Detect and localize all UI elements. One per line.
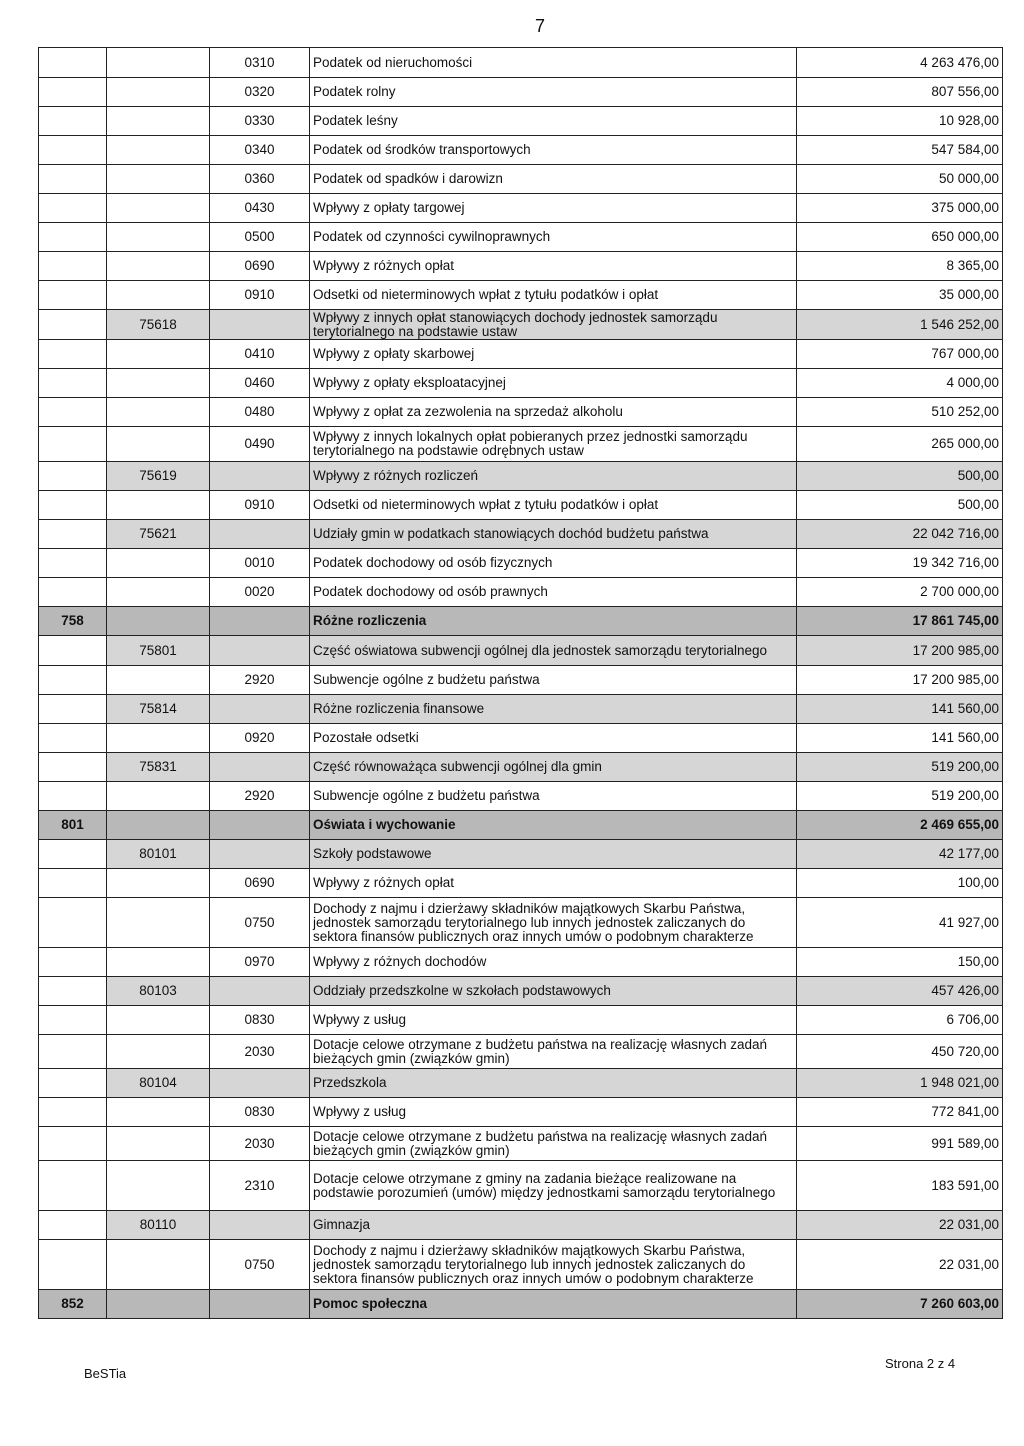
paragraph-code-cell: 0310 [210, 48, 310, 78]
section-code-cell [39, 578, 107, 607]
item-name-cell: Wpływy z opłat za zezwolenia na sprzedaż alkoholu [310, 398, 797, 427]
amount-cell: 772 841,00 [797, 1098, 1003, 1127]
amount-cell: 500,00 [797, 491, 1003, 520]
chapter-code-cell: 75831 [107, 753, 210, 782]
amount-cell: 7 260 603,00 [797, 1290, 1003, 1319]
amount-cell: 141 560,00 [797, 724, 1003, 753]
amount-cell: 510 252,00 [797, 398, 1003, 427]
section-code-cell [39, 281, 107, 310]
paragraph-row [39, 281, 1003, 310]
paragraph-row [39, 549, 1003, 578]
amount-cell: 141 560,00 [797, 695, 1003, 724]
section-code-cell [39, 695, 107, 724]
chapter-code-cell [107, 782, 210, 811]
paragraph-code-cell [210, 753, 310, 782]
section-code-cell [39, 1127, 107, 1161]
item-name-cell: Subwencje ogólne z budżetu państwa [310, 782, 797, 811]
chapter-code-cell [107, 607, 210, 636]
chapter-code-cell [107, 811, 210, 840]
amount-cell: 767 000,00 [797, 340, 1003, 369]
chapter-code-cell: 75814 [107, 695, 210, 724]
section-code-cell [39, 194, 107, 223]
paragraph-code-cell: 2030 [210, 1035, 310, 1069]
amount-cell: 6 706,00 [797, 1006, 1003, 1035]
section-code-cell [39, 520, 107, 549]
paragraph-code-cell: 0910 [210, 281, 310, 310]
chapter-code-cell [107, 948, 210, 977]
chapter-row [39, 462, 1003, 491]
item-name-cell: Oddziały przedszkolne w szkołach podstawowych [310, 977, 797, 1006]
amount-cell: 650 000,00 [797, 223, 1003, 252]
chapter-code-cell [107, 1035, 210, 1069]
chapter-code-cell [107, 165, 210, 194]
chapter-code-cell [107, 549, 210, 578]
amount-cell: 17 200 985,00 [797, 666, 1003, 695]
paragraph-row [39, 724, 1003, 753]
paragraph-row [39, 165, 1003, 194]
chapter-code-cell [107, 1290, 210, 1319]
item-name-cell: Podatek rolny [310, 78, 797, 107]
section-code-cell [39, 1211, 107, 1240]
item-name-cell: Wpływy z usług [310, 1098, 797, 1127]
chapter-code-cell: 80110 [107, 1211, 210, 1240]
chapter-code-cell [107, 398, 210, 427]
amount-cell: 17 861 745,00 [797, 607, 1003, 636]
section-code-cell [39, 427, 107, 462]
paragraph-row [39, 1098, 1003, 1127]
paragraph-row [39, 869, 1003, 898]
paragraph-code-cell: 0830 [210, 1098, 310, 1127]
chapter-code-cell [107, 491, 210, 520]
section-code-cell [39, 340, 107, 369]
paragraph-code-cell: 0970 [210, 948, 310, 977]
paragraph-code-cell: 2030 [210, 1127, 310, 1161]
item-name-cell: Wpływy z różnych dochodów [310, 948, 797, 977]
section-code-cell [39, 462, 107, 491]
section-code-cell [39, 1035, 107, 1069]
section-code-cell [39, 1069, 107, 1098]
paragraph-code-cell: 2920 [210, 666, 310, 695]
item-name-cell: Dotacje celowe otrzymane z budżetu państwa na realizację własnych zadań bieżących gmin (związków gmin) [310, 1035, 797, 1069]
item-name-cell: Wpływy z opłaty eksploatacyjnej [310, 369, 797, 398]
paragraph-code-cell: 0480 [210, 398, 310, 427]
item-name-cell: Dochody z najmu i dzierżawy składników majątkowych Skarbu Państwa, jednostek samorządu terytorialnego lub innych jednostek zaliczanych do sektora finansów publicznych oraz innych umów o podobnym charakterze [310, 898, 797, 948]
chapter-code-cell: 80101 [107, 840, 210, 869]
amount-cell: 1 948 021,00 [797, 1069, 1003, 1098]
chapter-code-cell [107, 340, 210, 369]
amount-cell: 150,00 [797, 948, 1003, 977]
chapter-code-cell [107, 1240, 210, 1290]
section-code-cell [39, 549, 107, 578]
amount-cell: 4 263 476,00 [797, 48, 1003, 78]
paragraph-code-cell [210, 1211, 310, 1240]
section-code-cell: 758 [39, 607, 107, 636]
amount-cell: 457 426,00 [797, 977, 1003, 1006]
section-code-cell [39, 666, 107, 695]
item-name-cell: Dotacje celowe otrzymane z gminy na zadania bieżące realizowane na podstawie porozumień (umów) między jednostkami samorządu terytorialnego [310, 1161, 797, 1211]
section-code-cell [39, 977, 107, 1006]
item-name-cell: Wpływy z innych opłat stanowiących dochody jednostek samorządu terytorialnego na podstawie ustaw [310, 310, 797, 340]
chapter-code-cell: 75621 [107, 520, 210, 549]
paragraph-code-cell [210, 520, 310, 549]
chapter-row [39, 310, 1003, 340]
amount-cell: 4 000,00 [797, 369, 1003, 398]
paragraph-row [39, 398, 1003, 427]
chapter-code-cell [107, 281, 210, 310]
chapter-code-cell [107, 1161, 210, 1211]
item-name-cell: Wpływy z opłaty targowej [310, 194, 797, 223]
paragraph-code-cell: 2310 [210, 1161, 310, 1211]
item-name-cell: Dotacje celowe otrzymane z budżetu państwa na realizację własnych zadań bieżących gmin (związków gmin) [310, 1127, 797, 1161]
item-name-cell: Odsetki od nieterminowych wpłat z tytułu podatków i opłat [310, 281, 797, 310]
paragraph-code-cell: 0750 [210, 1240, 310, 1290]
paragraph-code-cell [210, 636, 310, 666]
section-code-cell [39, 369, 107, 398]
section-code-cell [39, 136, 107, 165]
amount-cell: 42 177,00 [797, 840, 1003, 869]
amount-cell: 22 031,00 [797, 1211, 1003, 1240]
section-code-cell [39, 1006, 107, 1035]
paragraph-code-cell: 0750 [210, 898, 310, 948]
amount-cell: 41 927,00 [797, 898, 1003, 948]
paragraph-code-cell: 0490 [210, 427, 310, 462]
item-name-cell: Pomoc społeczna [310, 1290, 797, 1319]
paragraph-code-cell: 0320 [210, 78, 310, 107]
section-code-cell [39, 165, 107, 194]
paragraph-row [39, 1035, 1003, 1069]
amount-cell: 10 928,00 [797, 107, 1003, 136]
chapter-code-cell [107, 578, 210, 607]
paragraph-code-cell: 0020 [210, 578, 310, 607]
section-code-cell [39, 491, 107, 520]
section-code-cell [39, 782, 107, 811]
paragraph-row [39, 223, 1003, 252]
section-code-cell [39, 398, 107, 427]
paragraph-row [39, 666, 1003, 695]
section-row [39, 607, 1003, 636]
amount-cell: 22 031,00 [797, 1240, 1003, 1290]
amount-cell: 35 000,00 [797, 281, 1003, 310]
chapter-code-cell [107, 136, 210, 165]
item-name-cell: Podatek leśny [310, 107, 797, 136]
item-name-cell: Podatek od czynności cywilnoprawnych [310, 223, 797, 252]
paragraph-code-cell [210, 462, 310, 491]
item-name-cell: Przedszkola [310, 1069, 797, 1098]
chapter-row [39, 695, 1003, 724]
paragraph-row [39, 107, 1003, 136]
paragraph-code-cell [210, 310, 310, 340]
item-name-cell: Odsetki od nieterminowych wpłat z tytułu podatków i opłat [310, 491, 797, 520]
item-name-cell: Wpływy z innych lokalnych opłat pobieranych przez jednostki samorządu terytorialnego na podstawie odrębnych ustaw [310, 427, 797, 462]
budget-table-body [39, 48, 1003, 1319]
section-code-cell [39, 636, 107, 666]
amount-cell: 8 365,00 [797, 252, 1003, 281]
chapter-row [39, 840, 1003, 869]
section-code-cell [39, 898, 107, 948]
paragraph-code-cell: 0340 [210, 136, 310, 165]
chapter-code-cell [107, 869, 210, 898]
item-name-cell: Część równoważąca subwencji ogólnej dla gmin [310, 753, 797, 782]
section-code-cell [39, 1240, 107, 1290]
item-name-cell: Różne rozliczenia finansowe [310, 695, 797, 724]
chapter-row [39, 977, 1003, 1006]
section-code-cell [39, 1161, 107, 1211]
chapter-code-cell: 80104 [107, 1069, 210, 1098]
paragraph-code-cell: 0920 [210, 724, 310, 753]
chapter-code-cell [107, 78, 210, 107]
item-name-cell: Wpływy z różnych opłat [310, 252, 797, 281]
paragraph-row [39, 427, 1003, 462]
amount-cell: 991 589,00 [797, 1127, 1003, 1161]
paragraph-row [39, 1127, 1003, 1161]
paragraph-row [39, 194, 1003, 223]
paragraph-code-cell [210, 811, 310, 840]
section-code-cell [39, 948, 107, 977]
amount-cell: 450 720,00 [797, 1035, 1003, 1069]
section-code-cell [39, 753, 107, 782]
chapter-code-cell: 75618 [107, 310, 210, 340]
paragraph-code-cell [210, 607, 310, 636]
footer-page-indicator: Strona 2 z 4 [885, 1356, 956, 1371]
chapter-code-cell [107, 1127, 210, 1161]
item-name-cell: Wpływy z opłaty skarbowej [310, 340, 797, 369]
section-code-cell [39, 78, 107, 107]
paragraph-row [39, 78, 1003, 107]
paragraph-code-cell: 0330 [210, 107, 310, 136]
paragraph-code-cell: 0500 [210, 223, 310, 252]
chapter-code-cell: 80103 [107, 977, 210, 1006]
item-name-cell: Wpływy z usług [310, 1006, 797, 1035]
paragraph-code-cell: 0430 [210, 194, 310, 223]
chapter-code-cell [107, 107, 210, 136]
paragraph-code-cell: 0010 [210, 549, 310, 578]
paragraph-code-cell: 0410 [210, 340, 310, 369]
page-number: 7 [534, 16, 545, 36]
amount-cell: 265 000,00 [797, 427, 1003, 462]
chapter-row [39, 1069, 1003, 1098]
budget-table [38, 47, 1003, 1319]
section-code-cell [39, 869, 107, 898]
chapter-code-cell [107, 194, 210, 223]
section-code-cell [39, 310, 107, 340]
paragraph-row [39, 578, 1003, 607]
chapter-code-cell [107, 666, 210, 695]
item-name-cell: Dochody z najmu i dzierżawy składników majątkowych Skarbu Państwa, jednostek samorządu terytorialnego lub innych jednostek zaliczanych do sektora finansów publicznych oraz innych umów o podobnym charakterze [310, 1240, 797, 1290]
section-code-cell: 852 [39, 1290, 107, 1319]
section-code-cell [39, 48, 107, 78]
chapter-row [39, 753, 1003, 782]
amount-cell: 807 556,00 [797, 78, 1003, 107]
item-name-cell: Wpływy z różnych rozliczeń [310, 462, 797, 491]
paragraph-code-cell: 0910 [210, 491, 310, 520]
chapter-code-cell [107, 724, 210, 753]
paragraph-row [39, 136, 1003, 165]
chapter-code-cell [107, 223, 210, 252]
chapter-code-cell: 75801 [107, 636, 210, 666]
section-code-cell [39, 223, 107, 252]
chapter-code-cell: 75619 [107, 462, 210, 491]
chapter-row [39, 636, 1003, 666]
item-name-cell: Wpływy z różnych opłat [310, 869, 797, 898]
amount-cell: 519 200,00 [797, 753, 1003, 782]
amount-cell: 1 546 252,00 [797, 310, 1003, 340]
item-name-cell: Udziały gmin w podatkach stanowiących dochód budżetu państwa [310, 520, 797, 549]
item-name-cell: Subwencje ogólne z budżetu państwa [310, 666, 797, 695]
chapter-code-cell [107, 1006, 210, 1035]
amount-cell: 22 042 716,00 [797, 520, 1003, 549]
chapter-code-cell [107, 427, 210, 462]
amount-cell: 17 200 985,00 [797, 636, 1003, 666]
item-name-cell: Część oświatowa subwencji ogólnej dla jednostek samorządu terytorialnego [310, 636, 797, 666]
paragraph-code-cell [210, 977, 310, 1006]
chapter-row [39, 520, 1003, 549]
item-name-cell: Podatek dochodowy od osób fizycznych [310, 549, 797, 578]
paragraph-code-cell: 2920 [210, 782, 310, 811]
item-name-cell: Oświata i wychowanie [310, 811, 797, 840]
paragraph-row [39, 1006, 1003, 1035]
paragraph-code-cell: 0460 [210, 369, 310, 398]
amount-cell: 500,00 [797, 462, 1003, 491]
section-row [39, 811, 1003, 840]
section-row [39, 1290, 1003, 1319]
item-name-cell: Pozostałe odsetki [310, 724, 797, 753]
chapter-code-cell [107, 898, 210, 948]
item-name-cell: Szkoły podstawowe [310, 840, 797, 869]
paragraph-code-cell: 0830 [210, 1006, 310, 1035]
paragraph-code-cell [210, 840, 310, 869]
item-name-cell: Podatek od spadków i darowizn [310, 165, 797, 194]
section-code-cell [39, 724, 107, 753]
chapter-code-cell [107, 48, 210, 78]
item-name-cell: Gimnazja [310, 1211, 797, 1240]
amount-cell: 519 200,00 [797, 782, 1003, 811]
paragraph-code-cell [210, 1069, 310, 1098]
item-name-cell: Podatek od nieruchomości [310, 48, 797, 78]
chapter-code-cell [107, 252, 210, 281]
item-name-cell: Podatek dochodowy od osób prawnych [310, 578, 797, 607]
paragraph-row [39, 948, 1003, 977]
amount-cell: 183 591,00 [797, 1161, 1003, 1211]
chapter-code-cell [107, 369, 210, 398]
paragraph-code-cell [210, 1290, 310, 1319]
amount-cell: 100,00 [797, 869, 1003, 898]
amount-cell: 50 000,00 [797, 165, 1003, 194]
paragraph-code-cell: 0690 [210, 869, 310, 898]
amount-cell: 547 584,00 [797, 136, 1003, 165]
section-code-cell [39, 1098, 107, 1127]
paragraph-row [39, 252, 1003, 281]
amount-cell: 375 000,00 [797, 194, 1003, 223]
paragraph-row [39, 898, 1003, 948]
paragraph-row [39, 1161, 1003, 1211]
section-code-cell: 801 [39, 811, 107, 840]
section-code-cell [39, 107, 107, 136]
paragraph-code-cell: 0360 [210, 165, 310, 194]
paragraph-code-cell: 0690 [210, 252, 310, 281]
paragraph-row [39, 1240, 1003, 1290]
paragraph-code-cell [210, 695, 310, 724]
amount-cell: 2 469 655,00 [797, 811, 1003, 840]
chapter-code-cell [107, 1098, 210, 1127]
amount-cell: 2 700 000,00 [797, 578, 1003, 607]
paragraph-row [39, 48, 1003, 78]
chapter-row [39, 1211, 1003, 1240]
paragraph-row [39, 340, 1003, 369]
footer-software-name: BeSTia [84, 1366, 127, 1381]
section-code-cell [39, 840, 107, 869]
paragraph-row [39, 369, 1003, 398]
item-name-cell: Różne rozliczenia [310, 607, 797, 636]
amount-cell: 19 342 716,00 [797, 549, 1003, 578]
paragraph-row [39, 491, 1003, 520]
item-name-cell: Podatek od środków transportowych [310, 136, 797, 165]
section-code-cell [39, 252, 107, 281]
paragraph-row [39, 782, 1003, 811]
